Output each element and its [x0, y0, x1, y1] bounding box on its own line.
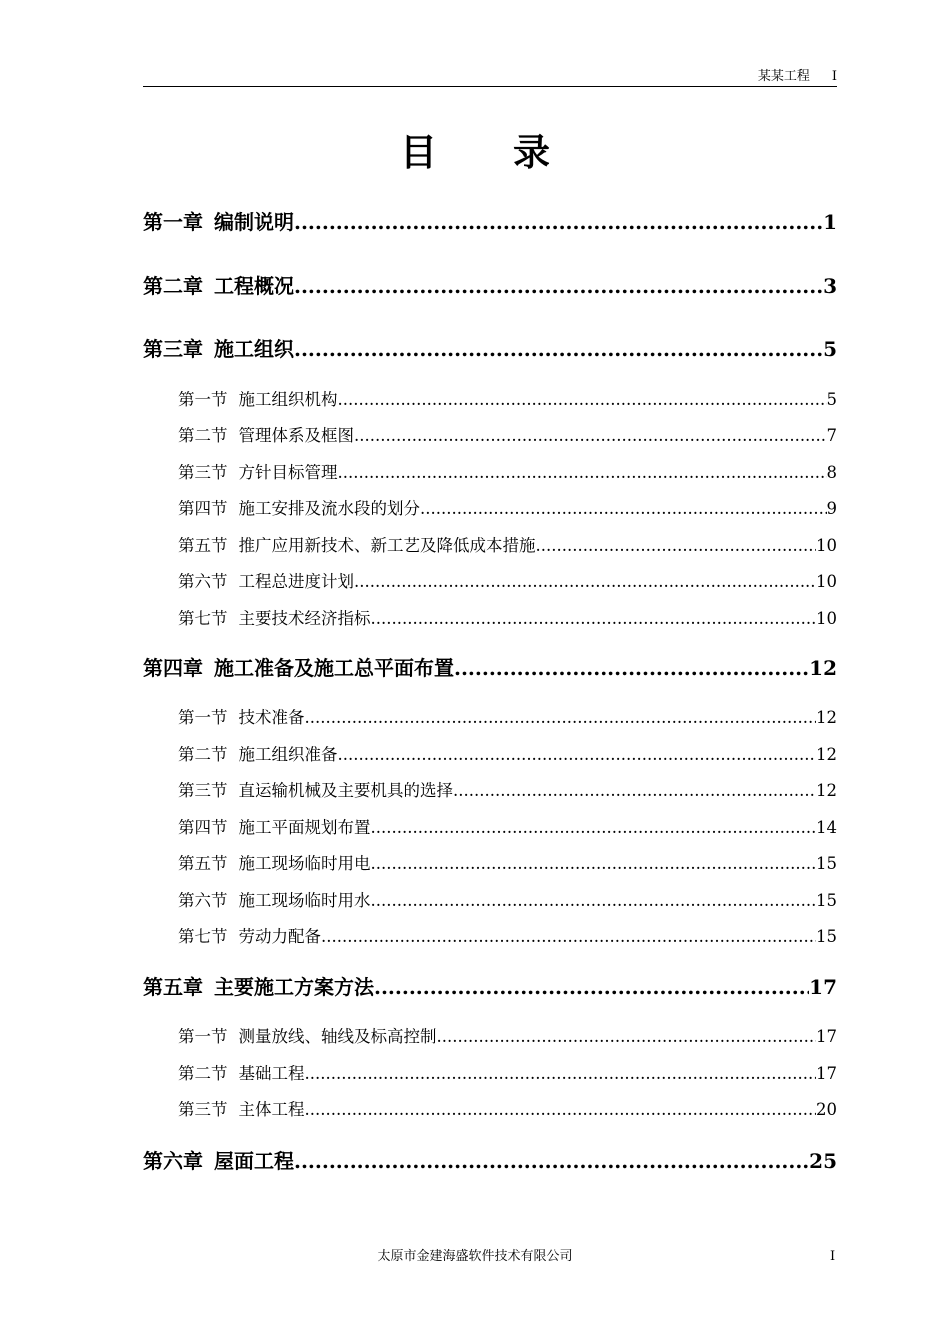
toc-page-number: 10: [816, 536, 837, 555]
toc-title: 直运输机械及主要机具的选择: [238, 781, 453, 800]
toc-number: 第五节: [178, 854, 228, 873]
toc-chapter-entry[interactable]: [143, 209, 837, 235]
toc-chapter-entry[interactable]: [143, 1148, 837, 1174]
toc-title: 主要施工方案方法: [214, 975, 374, 999]
toc-title: 施工组织: [214, 337, 294, 361]
toc-page-number: 20: [816, 1100, 837, 1119]
toc-leader-dots: [371, 853, 817, 875]
toc-number: 第五节: [178, 536, 228, 555]
toc-title: 施工现场临时用水: [238, 891, 371, 910]
toc-section-entry[interactable]: [178, 535, 837, 557]
toc-title: 工程概况: [214, 274, 294, 298]
toc-number: 第七节: [178, 927, 228, 946]
toc-leader-dots: [305, 1063, 817, 1085]
toc-leader-dots: [374, 974, 809, 1000]
toc-page-number: 10: [816, 609, 837, 628]
toc-page-number: 15: [816, 891, 837, 910]
toc-number: 第一节: [178, 1027, 228, 1046]
toc-section-entry[interactable]: [178, 498, 837, 520]
footer-page-number: I: [830, 1249, 836, 1264]
toc-title: 工程总进度计划: [238, 572, 354, 591]
toc-leader-dots: [294, 1148, 809, 1174]
toc-section-entry[interactable]: [178, 1063, 837, 1085]
toc-title: 主要技术经济指标: [238, 609, 371, 628]
toc-page-number: 12: [816, 708, 837, 727]
toc-number: 第七节: [178, 609, 228, 628]
toc-page-number: 7: [826, 426, 837, 445]
toc-title: 主体工程: [238, 1100, 305, 1119]
toc-number: 第六节: [178, 572, 228, 591]
toc-title: 屋面工程: [214, 1149, 294, 1173]
toc-page-number: 17: [816, 1027, 837, 1046]
toc-leader-dots: [371, 817, 817, 839]
toc-chapter-entry[interactable]: [143, 336, 837, 362]
toc-number: 第四节: [178, 818, 228, 837]
toc-leader-dots: [453, 780, 816, 802]
toc-section-entry[interactable]: [178, 890, 837, 912]
page-title: [0, 128, 950, 178]
toc-section-entry[interactable]: [178, 817, 837, 839]
toc-leader-dots: [305, 707, 817, 729]
toc-page-number: 10: [816, 572, 837, 591]
toc-page-number: 15: [816, 927, 837, 946]
toc-title: 编制说明: [214, 210, 294, 234]
toc-page-number: 9: [826, 499, 837, 518]
header-title: 某某工程: [757, 69, 810, 84]
toc-title: 基础工程: [238, 1064, 305, 1083]
toc-number: 第三节: [178, 463, 228, 482]
toc-number: 第二节: [178, 745, 228, 764]
toc-leader-dots: [338, 462, 827, 484]
toc-leader-dots: [420, 498, 827, 520]
title-part-1: 目: [400, 131, 437, 174]
toc-leader-dots: [437, 1026, 817, 1048]
toc-number: 第三节: [178, 781, 228, 800]
toc-section-entry[interactable]: [178, 608, 837, 630]
toc-title: 管理体系及框图: [238, 426, 354, 445]
toc-leader-dots: [371, 890, 817, 912]
toc-section-entry[interactable]: [178, 780, 837, 802]
toc-section-entry[interactable]: [178, 462, 837, 484]
toc-number: 第三章: [143, 337, 203, 361]
toc-number: 第二节: [178, 426, 228, 445]
toc-leader-dots: [338, 744, 817, 766]
toc-title: 施工安排及流水段的划分: [238, 499, 420, 518]
toc-chapter-entry[interactable]: [143, 655, 837, 681]
toc-leader-dots: [454, 655, 809, 681]
toc-title: 测量放线、轴线及标高控制: [238, 1027, 437, 1046]
toc-title: 方针目标管理: [238, 463, 338, 482]
toc-page-number: 5: [823, 337, 837, 361]
toc-leader-dots: [371, 608, 817, 630]
toc-page-number: 5: [826, 390, 837, 409]
toc-number: 第一节: [178, 390, 228, 409]
toc-page-number: 3: [823, 274, 837, 298]
toc-page-number: 17: [816, 1064, 837, 1083]
toc-number: 第一节: [178, 708, 228, 727]
toc-page-number: 25: [809, 1149, 837, 1173]
toc-section-entry[interactable]: [178, 389, 837, 411]
toc-number: 第四节: [178, 499, 228, 518]
toc-number: 第二章: [143, 274, 203, 298]
toc-leader-dots: [305, 1099, 817, 1121]
toc-number: 第六章: [143, 1149, 203, 1173]
page-header: [143, 68, 837, 87]
toc-title: 劳动力配备: [238, 927, 321, 946]
toc-leader-dots: [536, 535, 817, 557]
header-page-number: I: [831, 69, 837, 84]
toc-page-number: 12: [809, 656, 837, 680]
toc-page-number: 12: [816, 781, 837, 800]
toc-title: 施工平面规划布置: [238, 818, 371, 837]
toc-section-entry[interactable]: [178, 1026, 837, 1048]
toc-leader-dots: [294, 273, 823, 299]
toc-number: 第四章: [143, 656, 203, 680]
toc-title: 推广应用新技术、新工艺及降低成本措施: [238, 536, 536, 555]
toc-page-number: 1: [823, 210, 837, 234]
toc-section-entry[interactable]: [178, 744, 837, 766]
toc-title: 施工准备及施工总平面布置: [214, 656, 454, 680]
toc-title: 施工组织机构: [238, 390, 338, 409]
toc-section-entry[interactable]: [178, 926, 837, 948]
toc-leader-dots: [321, 926, 816, 948]
toc-section-entry[interactable]: [178, 707, 837, 729]
toc-section-entry[interactable]: [178, 571, 837, 593]
toc-title: 施工组织准备: [238, 745, 338, 764]
toc-title: 施工现场临时用电: [238, 854, 371, 873]
toc-page-number: 14: [816, 818, 837, 837]
toc-number: 第五章: [143, 975, 203, 999]
toc-number: 第二节: [178, 1064, 228, 1083]
toc-page-number: 17: [809, 975, 837, 999]
toc-section-entry[interactable]: [178, 853, 837, 875]
toc-section-entry[interactable]: [178, 425, 837, 447]
toc-chapter-entry[interactable]: [143, 974, 837, 1000]
toc-leader-dots: [294, 209, 823, 235]
title-part-2: 录: [513, 131, 550, 174]
toc-chapter-entry[interactable]: [143, 273, 837, 299]
toc-page-number: 15: [816, 854, 837, 873]
toc-title: 技术准备: [238, 708, 305, 727]
header-text: [758, 68, 837, 86]
footer-company: 太原市金建海盛软件技术有限公司: [377, 1249, 573, 1264]
toc-leader-dots: [338, 389, 827, 411]
toc-number: 第六节: [178, 891, 228, 910]
toc-leader-dots: [294, 336, 823, 362]
toc-page-number: 12: [816, 745, 837, 764]
toc-section-entry[interactable]: [178, 1099, 837, 1121]
toc-leader-dots: [354, 425, 827, 447]
toc-page-number: 8: [826, 463, 837, 482]
toc-number: 第三节: [178, 1100, 228, 1119]
toc-leader-dots: [354, 571, 816, 593]
toc-number: 第一章: [143, 210, 203, 234]
